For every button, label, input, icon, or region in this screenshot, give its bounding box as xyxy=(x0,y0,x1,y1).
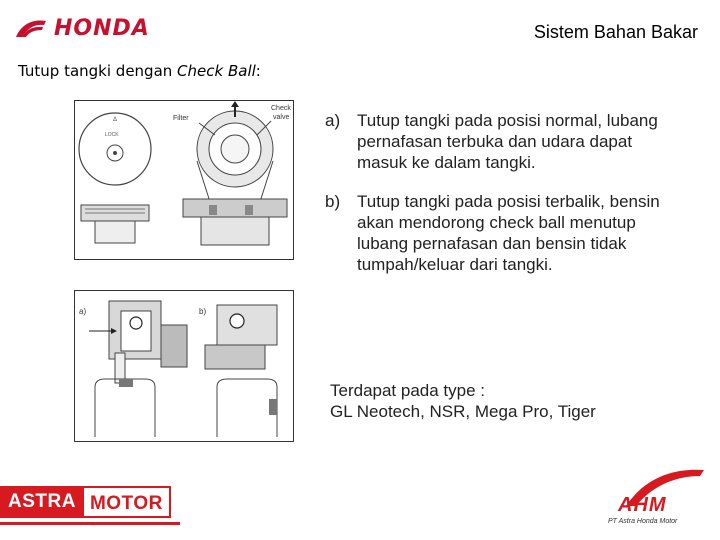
list-item xyxy=(325,191,665,275)
list-item-text: Tutup tangki pada posisi normal, lubang pernafasan terbuka dan udara dapat masuk ke dalam tangki. xyxy=(357,111,658,172)
astra-motor-logo xyxy=(0,486,171,518)
description-list xyxy=(325,110,665,293)
ahm-subtitle: PT Astra Honda Motor xyxy=(608,518,678,525)
list-item-text: Tutup tangki pada posisi terbalik, bensin akan mendorong check ball menutup lubang pernafasan dan bensin tidak tumpah/keluar dari tangki. xyxy=(357,192,660,274)
label-valve: valve xyxy=(273,114,290,121)
svg-text:Δ: Δ xyxy=(113,117,118,123)
label-b: b) xyxy=(199,307,207,316)
applicable-types-note xyxy=(330,380,596,422)
honda-logo xyxy=(14,16,150,41)
honda-wordmark: HONDA xyxy=(54,16,150,41)
note-line-2: GL Neotech, NSR, Mega Pro, Tiger xyxy=(330,402,596,421)
heading-emphasis: Check Ball xyxy=(177,62,256,80)
slide-title: Sistem Bahan Bakar xyxy=(533,22,698,42)
list-item xyxy=(325,110,665,173)
label-a: a) xyxy=(79,307,87,316)
page-heading xyxy=(18,62,261,80)
check-ball-diagram xyxy=(74,290,294,442)
svg-text:LOCK: LOCK xyxy=(105,132,119,138)
astra-underline xyxy=(0,522,180,525)
astra-wordmark: ASTRA xyxy=(0,486,84,518)
label-check: Check xyxy=(271,105,291,112)
list-item-label: a) xyxy=(325,111,341,130)
heading-suffix: : xyxy=(255,62,261,80)
heading-prefix: Tutup tangki dengan xyxy=(18,62,178,80)
list-item-label: b) xyxy=(325,192,341,211)
ahm-wordmark: AHM xyxy=(618,494,667,516)
fuel-cap-diagram xyxy=(74,100,294,260)
note-line-1: Terdapat pada type : xyxy=(330,381,486,400)
ahm-logo xyxy=(596,466,706,530)
motor-wordmark: MOTOR xyxy=(84,486,171,518)
label-filter: Filter xyxy=(173,115,189,122)
honda-wing-icon xyxy=(14,17,48,41)
